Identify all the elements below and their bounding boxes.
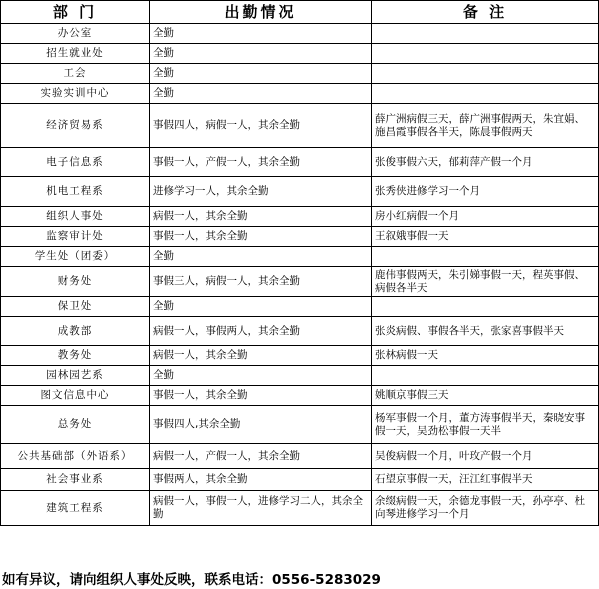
attendance-cell: 病假一人，其余全勤 (150, 346, 372, 366)
table-row (1, 366, 599, 386)
note-cell: 石望京事假一天，汪江红事假半天 (372, 469, 599, 491)
table-row (1, 386, 599, 406)
table-row (1, 44, 599, 64)
department-cell: 电子信息系 (1, 148, 150, 177)
department-cell: 教务处 (1, 346, 150, 366)
attendance-cell: 病假一人，事假两人，其余全勤 (150, 317, 372, 346)
header-department: 部 门 (1, 1, 150, 24)
attendance-cell: 全勤 (150, 44, 372, 64)
note-cell: 张林病假一天 (372, 346, 599, 366)
note-cell (372, 44, 599, 64)
department-cell: 图文信息中心 (1, 386, 150, 406)
table-row (1, 104, 599, 148)
table-row (1, 64, 599, 84)
note-cell (372, 64, 599, 84)
table-row (1, 177, 599, 207)
attendance-cell: 全勤 (150, 297, 372, 317)
note-cell: 张俊事假六天，郁莉萍产假一个月 (372, 148, 599, 177)
department-cell: 机电工程系 (1, 177, 150, 207)
department-cell: 实验实训中心 (1, 84, 150, 104)
note-cell (372, 297, 599, 317)
attendance-cell: 事假四人,其余全勤 (150, 406, 372, 444)
attendance-cell: 事假一人，产假一人，其余全勤 (150, 148, 372, 177)
department-cell: 保卫处 (1, 297, 150, 317)
attendance-cell: 事假三人，病假一人，其余全勤 (150, 267, 372, 297)
table-row (1, 267, 599, 297)
table-row (1, 148, 599, 177)
contact-footer: 如有异议，请向组织人事处反映，联系电话：0556-5283029 (2, 572, 381, 588)
note-cell: 房小红病假一个月 (372, 207, 599, 227)
department-cell: 组织人事处 (1, 207, 150, 227)
department-cell: 社会事业系 (1, 469, 150, 491)
table-row (1, 207, 599, 227)
attendance-cell: 事假两人，其余全勤 (150, 469, 372, 491)
note-cell (372, 247, 599, 267)
department-cell: 公共基础部（外语系） (1, 444, 150, 469)
note-cell: 余缀病假一天，余德龙事假一天，孙亭亭、杜向琴进修学习一个月 (372, 491, 599, 526)
note-cell: 张秀侠进修学习一个月 (372, 177, 599, 207)
attendance-cell: 事假四人，病假一人，其余全勤 (150, 104, 372, 148)
table-row (1, 84, 599, 104)
table-row (1, 24, 599, 44)
note-cell: 姚顺京事假三天 (372, 386, 599, 406)
attendance-cell: 事假一人，其余全勤 (150, 386, 372, 406)
table-body (1, 24, 599, 526)
note-cell: 张炎病假、事假各半天，张家喜事假半天 (372, 317, 599, 346)
table-row (1, 297, 599, 317)
department-cell: 园林园艺系 (1, 366, 150, 386)
attendance-cell: 事假一人，其余全勤 (150, 227, 372, 247)
note-cell (372, 84, 599, 104)
attendance-cell: 全勤 (150, 24, 372, 44)
department-cell: 办公室 (1, 24, 150, 44)
note-cell: 鹿伟事假两天，朱引娣事假一天，程英事假、病假各半天 (372, 267, 599, 297)
table-row (1, 406, 599, 444)
attendance-cell: 病假一人，事假一人，进修学习二人，其余全勤 (150, 491, 372, 526)
note-cell: 薛广洲病假三天，薛广洲事假两天，朱宜娟、施昌霞事假各半天，陈晨事假两天 (372, 104, 599, 148)
department-cell: 总务处 (1, 406, 150, 444)
department-cell: 经济贸易系 (1, 104, 150, 148)
table-row (1, 317, 599, 346)
department-cell: 学生处（团委） (1, 247, 150, 267)
department-cell: 建筑工程系 (1, 491, 150, 526)
attendance-cell: 病假一人，其余全勤 (150, 207, 372, 227)
table-row (1, 469, 599, 491)
attendance-cell: 全勤 (150, 84, 372, 104)
department-cell: 财务处 (1, 267, 150, 297)
header-note: 备 注 (372, 1, 599, 24)
note-cell: 王叙娥事假一天 (372, 227, 599, 247)
attendance-cell: 全勤 (150, 247, 372, 267)
attendance-cell: 病假一人，产假一人，其余全勤 (150, 444, 372, 469)
table-row (1, 227, 599, 247)
header-attendance: 出勤情况 (150, 1, 372, 24)
note-cell: 吴俊病假一个月，叶玫产假一个月 (372, 444, 599, 469)
department-cell: 招生就业处 (1, 44, 150, 64)
note-cell (372, 366, 599, 386)
department-cell: 监察审计处 (1, 227, 150, 247)
table-row (1, 444, 599, 469)
header-row (1, 1, 599, 24)
note-cell: 杨军事假一个月，董方涛事假半天，秦晓安事假一天，吴劲松事假一天半 (372, 406, 599, 444)
table-row (1, 247, 599, 267)
attendance-cell: 全勤 (150, 366, 372, 386)
table-row (1, 491, 599, 526)
note-cell (372, 24, 599, 44)
department-cell: 工会 (1, 64, 150, 84)
attendance-cell: 进修学习一人，其余全勤 (150, 177, 372, 207)
department-cell: 成教部 (1, 317, 150, 346)
attendance-cell: 全勤 (150, 64, 372, 84)
table-row (1, 346, 599, 366)
